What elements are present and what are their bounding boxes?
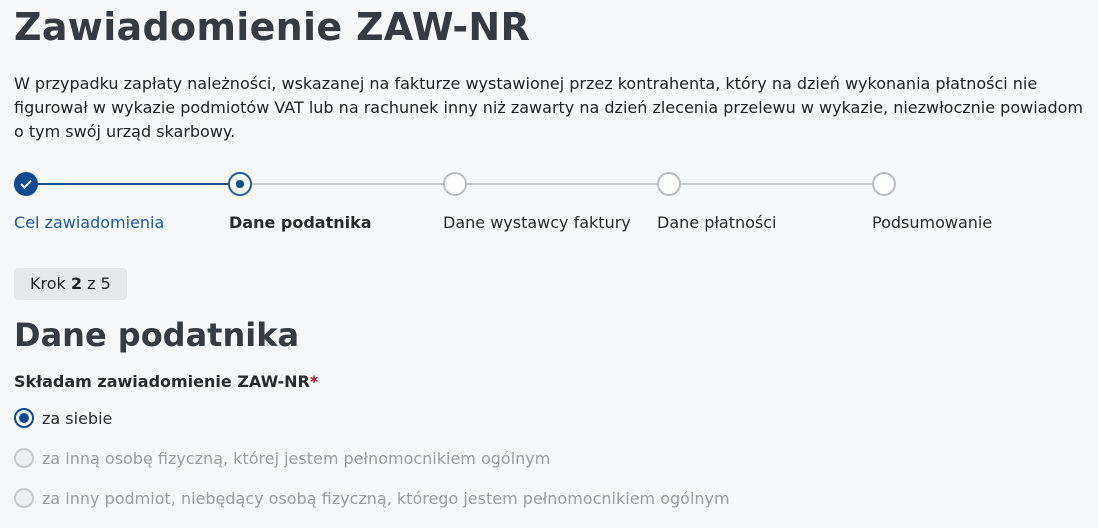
step-2-current-indicator	[228, 172, 252, 196]
step-4-indicator	[657, 172, 681, 196]
step-3-indicator	[443, 172, 467, 196]
question-label-text: Składam zawiadomienie ZAW-NR	[14, 372, 310, 391]
step-1-label[interactable]: Cel zawiadomienia	[14, 213, 165, 232]
intro-text: W przypadku zapłaty należności, wskazanej na fakturze wystawionej przez kontrahenta, który na dzień wykonania płatności nie figurował w wykazie podmiotów VAT lub na rachunek inny niż zawarty na dzień zlecenia przelewu w wykazie, niezwłocznie powiadom o tym swój urząd skarbowy.	[14, 74, 1083, 141]
step-connector-4	[681, 183, 872, 185]
step-connector-3	[467, 183, 657, 185]
page-title: Zawiadomienie ZAW-NR	[14, 5, 531, 49]
radio-option-other-person	[14, 446, 550, 470]
required-asterisk: *	[309, 372, 319, 391]
radio-label-other-entity: za inny podmiot, niebędący osobą fizyczną, którego jestem pełnomocnikiem ogólnym	[42, 488, 730, 508]
radio-button-other-entity	[14, 488, 34, 508]
step-counter-separator: z	[87, 274, 96, 293]
step-counter-badge	[14, 268, 127, 300]
radio-label-other-person: za inną osobę fizyczną, której jestem pełnomocnikiem ogólnym	[42, 448, 551, 468]
step-5-label: Podsumowanie	[872, 213, 993, 232]
step-2-label: Dane podatnika	[229, 213, 372, 232]
step-5-indicator	[872, 172, 896, 196]
step-1-checkmark-icon[interactable]	[14, 172, 38, 196]
step-counter-total: 5	[100, 274, 111, 293]
radio-option-self[interactable]	[14, 406, 112, 430]
step-counter-current: 2	[70, 274, 83, 293]
section-title: Dane podatnika	[14, 316, 300, 354]
progress-stepper	[0, 170, 1098, 240]
radio-label-self: za siebie	[42, 408, 113, 428]
step-connector-2	[252, 183, 443, 185]
radio-button-self[interactable]	[14, 408, 34, 428]
step-4-label: Dane płatności	[657, 213, 777, 232]
radio-option-other-entity	[14, 486, 730, 510]
question-label	[14, 372, 318, 391]
step-3-label: Dane wystawcy faktury	[443, 213, 631, 232]
radio-button-other-person	[14, 448, 34, 468]
step-counter-prefix: Krok	[30, 274, 66, 293]
step-connector-1	[38, 183, 228, 185]
